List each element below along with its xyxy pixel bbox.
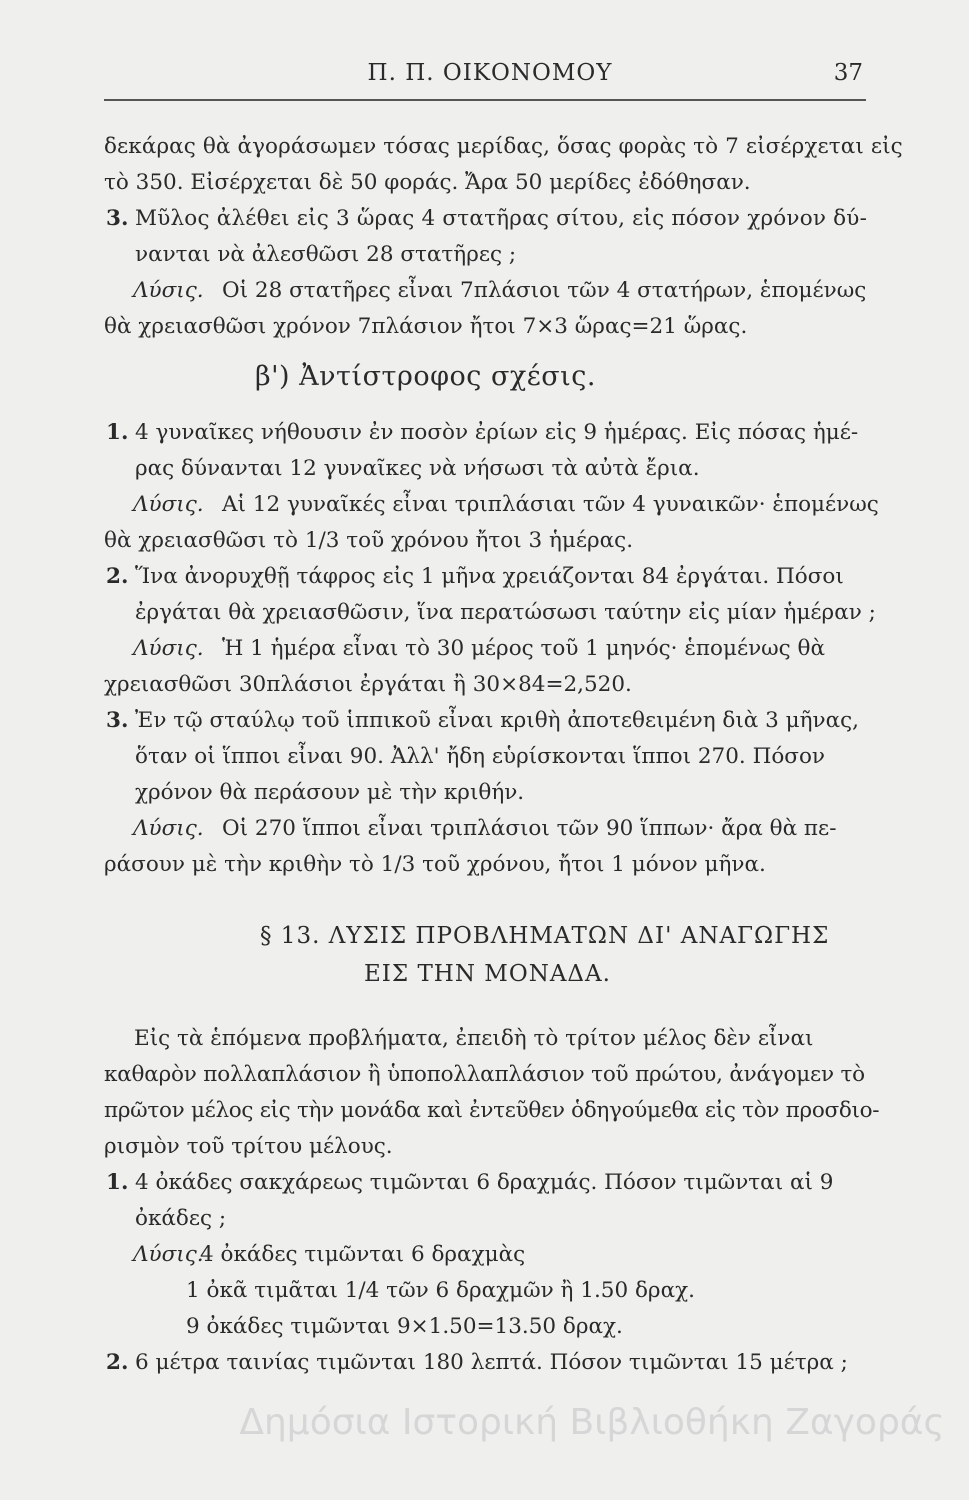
solution-label: Λύσις. <box>133 636 204 661</box>
text-line: ἐργάται θὰ χρειασθῶσιν, ἵνα περατώσωσι ταύτην εἰς μίαν ἡμέραν ; <box>135 600 876 625</box>
text-line: Μῦλος ἀλέθει εἰς 3 ὥρας 4 στατῆρας σίτου, εἰς πόσον χρόνον δύ- <box>135 206 868 231</box>
problem-number: 2. <box>106 1350 129 1375</box>
text-line: νανται νὰ ἀλεσθῶσι 28 στατῆρες ; <box>135 242 517 267</box>
subsection-heading: β') Ἀντίστροφος σχέσις. <box>255 361 596 392</box>
text-line: Οἱ 270 ἵπποι εἶναι τριπλάσιοι τῶν 90 ἵππων· ἄρα θὰ πε- <box>222 816 837 841</box>
solution-label: Λύσις. <box>133 816 204 841</box>
problem-number: 1. <box>106 420 129 445</box>
problem-number: 2. <box>106 564 129 589</box>
text-line: Ἵνα ἀνορυχθῇ τάφρος εἰς 1 μῆνα χρειάζονται 84 ἐργάται. Πόσοι <box>135 564 844 589</box>
page-number: 37 <box>833 60 863 86</box>
text-line: πρῶτον μέλος εἰς τὴν μονάδα καὶ ἐντεῦθεν ὁδηγούμεθα εἰς τὸν προσδιο- <box>104 1098 880 1123</box>
text-line: 4 ὀκάδες σακχάρεως τιμῶνται 6 δραχμάς. Πόσον τιμῶνται αἱ 9 <box>135 1170 834 1195</box>
text-line: Ἡ 1 ἡμέρα εἶναι τὸ 30 μέρος τοῦ 1 μηνός· ἑπομένως θὰ <box>222 636 826 661</box>
library-watermark: Δημόσια Ιστορική Βιβλιοθήκη Ζαγοράς <box>239 1402 945 1443</box>
solution-label: Λύσις. <box>133 492 204 517</box>
problem-number: 1. <box>106 1170 129 1195</box>
text-line: ράσουν μὲ τὴν κριθὴν τὸ 1/3 τοῦ χρόνου, ἤτοι 1 μόνον μῆνα. <box>104 852 766 877</box>
text-line: θὰ χρειασθῶσι χρόνον 7πλάσιον ἤτοι 7×3 ὥρας=21 ὥρας. <box>104 314 748 339</box>
solution-label: Λύσις. <box>133 1242 204 1267</box>
problem-number: 3. <box>106 206 129 231</box>
text-line: ρας δύνανται 12 γυναῖκες νὰ νήσωσι τὰ αὐτὰ ἔρια. <box>135 456 700 481</box>
header-title: Π. Π. ΟΙΚΟΝΟΜΟΥ <box>367 60 613 86</box>
section-heading: § 13. ΛΥΣΙΣ ΠΡΟΒΛΗΜΑΤΩΝ ΔΙ' ΑΝΑΓΩΓΗΣ <box>260 923 830 949</box>
header-rule <box>104 99 866 101</box>
text-line: Οἱ 28 στατῆρες εἶναι 7πλάσιοι τῶν 4 στατήρων, ἑπομένως <box>222 278 867 303</box>
text-line: Εἰς τὰ ἑπόμενα προβλήματα, ἐπειδὴ τὸ τρίτον μέλος δὲν εἶναι <box>134 1026 814 1051</box>
solution-label: Λύσις. <box>133 278 204 303</box>
text-line: 4 ὀκάδες τιμῶνται 6 δραχμὰς <box>200 1242 526 1267</box>
text-line: 1 ὀκᾶ τιμᾶται 1/4 τῶν 6 δραχμῶν ἢ 1.50 δραχ. <box>186 1278 695 1303</box>
text-line: ὀκάδες ; <box>135 1206 227 1231</box>
text-line: 6 μέτρα ταινίας τιμῶνται 180 λεπτά. Πόσον τιμῶνται 15 μέτρα ; <box>135 1350 848 1375</box>
text-line: ὅταν οἱ ἵπποι εἶναι 90. Ἀλλ' ἤδη εὑρίσκονται ἵπποι 270. Πόσον <box>135 744 825 769</box>
text-line: δεκάρας θὰ ἀγοράσωμεν τόσας μερίδας, ὅσας φορὰς τὸ 7 εἰσέρχεται εἰς <box>104 134 903 159</box>
text-line: 4 γυναῖκες νήθουσιν ἐν ποσὸν ἐρίων εἰς 9 ἡμέρας. Εἰς πόσας ἡμέ- <box>135 420 859 445</box>
text-line: 9 ὀκάδες τιμῶνται 9×1.50=13.50 δραχ. <box>186 1314 623 1339</box>
text-line: ρισμὸν τοῦ τρίτου μέλους. <box>104 1134 393 1159</box>
section-heading-line2: ΕΙΣ ΤΗΝ ΜΟΝΑΔΑ. <box>364 961 611 987</box>
text-line: καθαρὸν πολλαπλάσιον ἢ ὑποπολλαπλάσιον τοῦ πρώτου, ἀνάγομεν τὸ <box>104 1062 865 1087</box>
text-line: θὰ χρειασθῶσι τὸ 1/3 τοῦ χρόνου ἤτοι 3 ἡμέρας. <box>104 528 634 553</box>
running-header <box>0 60 969 96</box>
problem-number: 3. <box>106 708 129 733</box>
text-line: τὸ 350. Εἰσέρχεται δὲ 50 φοράς. Ἄρα 50 μερίδες ἐδόθησαν. <box>104 170 751 195</box>
text-line: χρόνον θὰ περάσουν μὲ τὴν κριθήν. <box>135 780 525 805</box>
text-line: Ἐν τῷ σταύλῳ τοῦ ἱππικοῦ εἶναι κριθὴ ἀποτεθειμένη διὰ 3 μῆνας, <box>135 708 859 733</box>
text-line: χρειασθῶσι 30πλάσιοι ἐργάται ἢ 30×84=2,520. <box>104 672 632 697</box>
text-line: Αἱ 12 γυναῖκές εἶναι τριπλάσιαι τῶν 4 γυναικῶν· ἑπομένως <box>222 492 879 517</box>
